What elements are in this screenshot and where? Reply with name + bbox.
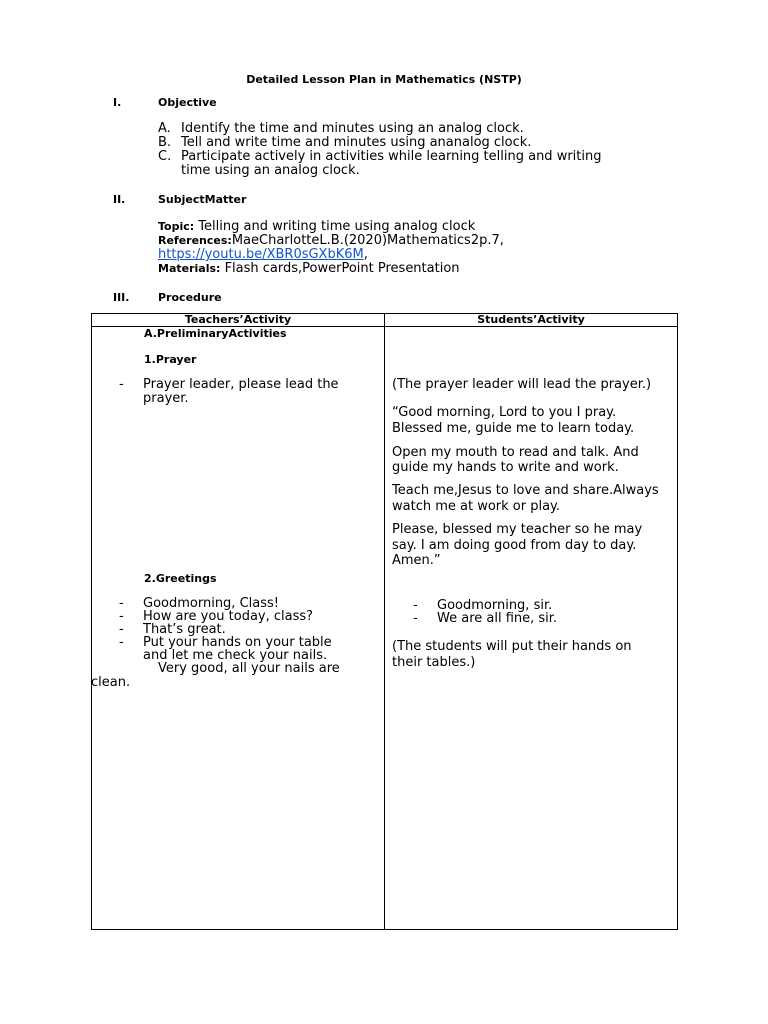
section-title-objective: Objective (158, 96, 217, 109)
reference-link[interactable]: https://youtu.be/XBR0sGXbK6M (158, 247, 364, 262)
document-title: Detailed Lesson Plan in Mathematics (NSTP) (246, 73, 522, 86)
student-prayer-stanza-1-line1: “Good morning, Lord to you I pray. (392, 405, 617, 420)
objective-item-c-cont: time using an analog clock. (181, 163, 360, 178)
student-prayer-stanza-4-line1: Please, blessed my teacher so he may (392, 522, 643, 537)
reference-link-line (158, 248, 368, 262)
section-number-subject: II. (113, 193, 126, 206)
teacher-greeting-dash: - (119, 596, 124, 611)
objective-marker-c: C. (158, 149, 172, 164)
objective-item-a: Identify the time and minutes using an analog clock. (181, 121, 524, 136)
activity-table (91, 313, 678, 930)
teacher-closing-line2: clean. (91, 675, 131, 690)
objective-item-c: Participate actively in activities while learning telling and writing (181, 149, 602, 164)
topic-label: Topic: (158, 220, 195, 233)
student-prayer-stanza-4-line3: Amen.” (392, 553, 441, 568)
objective-marker-b: B. (158, 135, 172, 150)
student-nails-line2: their tables.) (392, 655, 476, 670)
teacher-greeting-2: How are you today, class? (143, 609, 314, 624)
teacher-greeting-4: Put your hands on your table (143, 635, 332, 650)
objective-item-b: Tell and write time and minutes using ananalog clock. (181, 135, 532, 150)
student-greeting-dash: - (413, 611, 418, 626)
teacher-greeting-1: Goodmorning, Class! (143, 596, 279, 611)
student-nails-line1: (The students will put their hands on (392, 639, 632, 654)
column-divider (384, 314, 385, 929)
prayer-heading: 1.Prayer (144, 353, 197, 366)
materials-value: Flash cards,PowerPoint Presentation (220, 261, 460, 276)
materials-label: Materials: (158, 262, 221, 275)
preliminary-activities-heading: A.PreliminaryActivities (144, 327, 287, 340)
topic-value: Telling and writing time using analog clock (194, 219, 476, 234)
student-greeting-1: Goodmorning, sir. (437, 598, 553, 613)
greetings-heading: 2.Greetings (144, 572, 217, 585)
references-line (158, 234, 504, 248)
student-prayer-stanza-1-line2: Blessed me, guide me to learn today. (392, 421, 635, 436)
student-greeting-2: We are all fine, sir. (437, 611, 558, 626)
section-number-procedure: III. (113, 291, 130, 304)
teacher-greeting-dash: - (119, 609, 124, 624)
reference-link-suffix: , (363, 247, 368, 262)
section-title-subject: SubjectMatter (158, 193, 247, 206)
students-activity-header: Students’Activity (477, 313, 585, 326)
teacher-prayer-line2: prayer. (143, 391, 189, 406)
student-prayer-stanza-2-line2: guide my hands to write and work. (392, 460, 619, 475)
teacher-greeting-dash: - (119, 622, 124, 637)
references-label: References: (158, 234, 232, 247)
section-number-objective: I. (113, 96, 122, 109)
student-prayer-intro: (The prayer leader will lead the prayer.) (392, 377, 652, 392)
materials-line (158, 262, 460, 276)
student-prayer-stanza-3-line1: Teach me,Jesus to love and share.Always (392, 483, 659, 498)
teacher-greeting-3: That’s great. (143, 622, 226, 637)
teacher-greeting-4-cont: and let me check your nails. (143, 648, 328, 663)
section-title-procedure: Procedure (158, 291, 222, 304)
student-prayer-stanza-4-line2: say. I am doing good from day to day. (392, 538, 637, 553)
teacher-closing-line1: Very good, all your nails are (158, 661, 340, 676)
student-prayer-stanza-2-line1: Open my mouth to read and talk. And (392, 445, 639, 460)
objective-marker-a: A. (158, 121, 171, 136)
teacher-prayer-dash: - (119, 377, 124, 392)
teacher-prayer-line1: Prayer leader, please lead the (143, 377, 339, 392)
topic-line (158, 220, 475, 234)
teachers-activity-header: Teachers’Activity (184, 313, 292, 326)
student-prayer-stanza-3-line2: watch me at work or play. (392, 499, 561, 514)
student-greeting-dash: - (413, 598, 418, 613)
teacher-greeting-dash: - (119, 635, 124, 650)
references-value: MaeCharlotteL.B.(2020)Mathematics2p.7, (231, 233, 504, 248)
